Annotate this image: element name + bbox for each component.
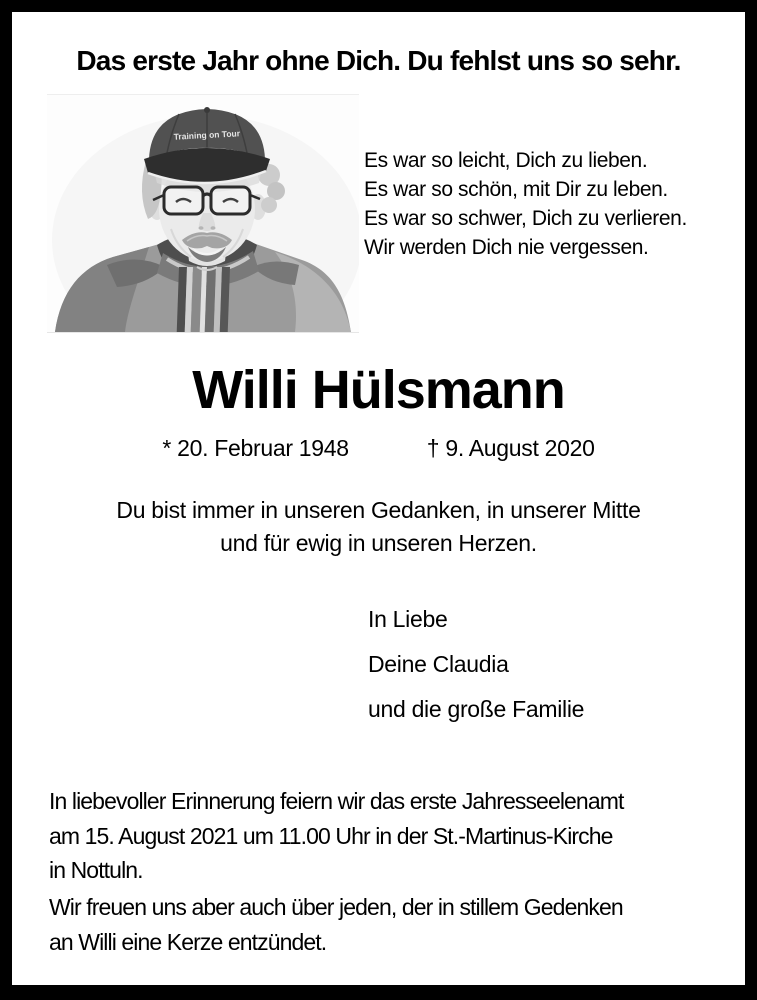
farewell-line: und die große Familie [368,696,585,722]
candle-note-line: Wir freuen uns aber auch über jeden, der in stillem Gedenken [49,894,623,920]
poem-line: Es war so schön, mit Dir zu leben. [364,178,668,201]
death-date: † 9. August 2020 [426,435,595,461]
memorial-service-announcement [49,784,623,888]
notice-content-area [12,12,745,985]
tribute-line: Du bist immer in unseren Gedanken, in unserer Mitte [116,497,641,523]
announcement-line: in Nottuln. [49,857,143,883]
birth-date: * 20. Februar 1948 [162,435,349,461]
cap-text: Training on Tour [173,128,241,142]
announcement-line: In liebevoller Erinnerung feiern wir das erste Jahresseelenamt [49,788,624,814]
farewell-line: Deine Claudia [368,651,509,677]
farewell-line: In Liebe [368,606,448,632]
deceased-name: Willi Hülsmann [192,360,565,420]
farewell-block [368,597,584,732]
poem-line: Wir werden Dich nie vergessen. [364,236,649,259]
life-dates [12,435,745,462]
poem-line: Es war so schwer, Dich zu verlieren. [364,207,687,230]
candle-remembrance-note [49,890,623,959]
poem-line: Es war so leicht, Dich zu lieben. [364,149,648,172]
announcement-line: am 15. August 2021 um 11.00 Uhr in der St.-Martinus-Kirche [49,822,613,849]
tribute-text [12,494,745,560]
candle-note-line: an Willi eine Kerze entzündet. [49,928,327,955]
memorial-poem [364,146,687,262]
portrait-photo [47,94,359,333]
tribute-line: und für ewig in unseren Herzen. [220,530,537,556]
portrait-illustration [47,95,359,332]
memorial-headline: Das erste Jahr ohne Dich. Du fehlst uns so sehr. [76,45,681,76]
